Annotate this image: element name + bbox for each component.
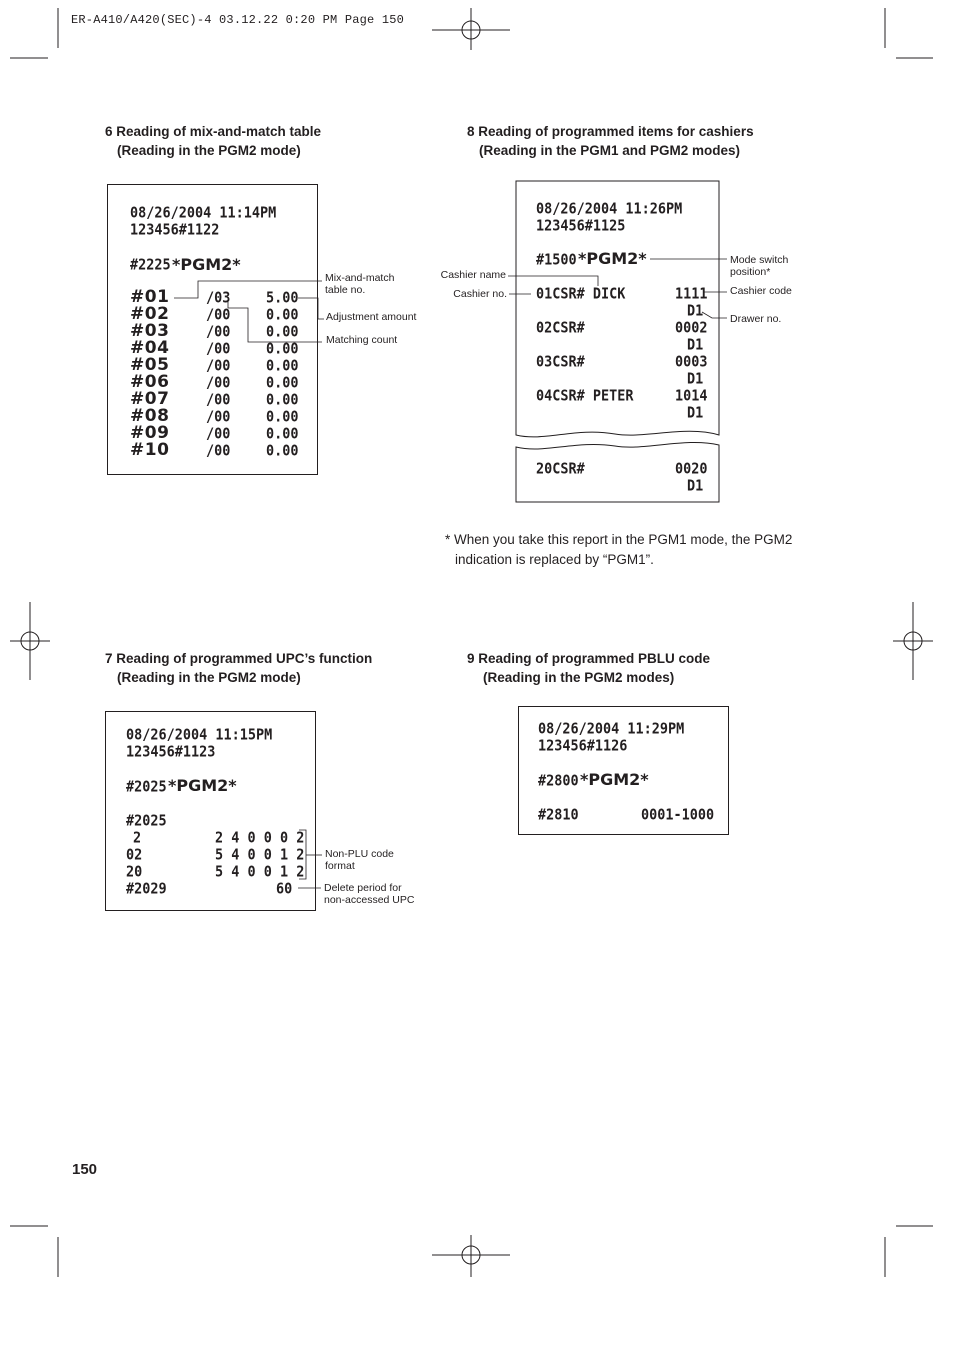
drawer-no: D1 — [687, 404, 704, 422]
footnote-line1: * When you take this report in the PGM1 mode, the PGM2 — [445, 532, 793, 547]
section-7-title-line2: (Reading in the PGM2 mode) — [117, 670, 301, 685]
section-8-title-line1: 8 Reading of programmed items for cashiers — [467, 124, 754, 139]
receipt-job-code: #2225 — [130, 256, 171, 274]
annotation-non-plu — [325, 848, 394, 872]
section-8-title-line2: (Reading in the PGM1 and PGM2 modes) — [479, 143, 741, 158]
annotation-delete-period — [324, 882, 414, 906]
cashier-code: 1014 — [675, 387, 708, 405]
upc-last-right: 60 — [276, 880, 293, 898]
table-no: #08 — [130, 406, 170, 426]
receipt-sub-code: #2025 — [126, 812, 167, 830]
receipt-date-line: 08/26/2004 11:29PM — [538, 720, 685, 738]
pblu-row-right: 0001-1000 — [641, 806, 715, 824]
receipt-id-line: 123456#1123 — [126, 743, 216, 761]
table-no: #05 — [130, 355, 170, 375]
upc-last-left: #2029 — [126, 880, 167, 898]
receipt-date-line: 08/26/2004 11:26PM — [536, 200, 683, 218]
adjustment-amount: 0.00 — [266, 340, 299, 358]
annotation-matching-count: Matching count — [326, 334, 398, 346]
matching-count: /00 — [206, 391, 231, 409]
receipt-id-line: 123456#1122 — [130, 221, 220, 239]
pblu-row-left: #2810 — [538, 806, 579, 824]
table-no: #09 — [130, 423, 170, 443]
cashier-code: 0002 — [675, 319, 708, 337]
adjustment-amount: 0.00 — [266, 391, 299, 409]
section-6-title-line2: (Reading in the PGM2 mode) — [117, 143, 301, 158]
matching-count: /00 — [206, 425, 231, 443]
drawer-no: D1 — [687, 370, 704, 388]
table-no: #01 — [130, 287, 170, 307]
annotation-mode-switch-line2: position* — [730, 266, 771, 278]
cashier-label: 20CSR# — [536, 460, 585, 478]
matching-count: /03 — [206, 289, 231, 307]
footnote-line2: indication is replaced by “PGM1”. — [455, 551, 654, 567]
annotation-table-no-line1: Mix-and-match — [325, 272, 395, 284]
upc-row-right: 2 4 0 0 0 2 — [215, 829, 305, 847]
receipt-job-code: #2800 — [538, 772, 579, 790]
matching-count: /00 — [206, 323, 231, 341]
matching-count: /00 — [206, 306, 231, 324]
upc-row-right: 5 4 0 0 1 2 — [215, 863, 305, 881]
receipt-id-line: 123456#1125 — [536, 217, 626, 235]
annotation-delete-period-line2: non-accessed UPC — [324, 894, 415, 906]
table-no: #04 — [130, 338, 170, 358]
matching-count: /00 — [206, 408, 231, 426]
receipt-mode-indicator: *PGM2* — [580, 770, 649, 789]
cashier-code: 0003 — [675, 353, 708, 371]
drawer-no: D1 — [687, 302, 704, 320]
annotation-mode-switch-line1: Mode switch — [730, 254, 789, 266]
annotation-cashier-no: Cashier no. — [453, 288, 507, 300]
annotation-delete-period-line1: Delete period for — [324, 882, 402, 894]
adjustment-amount: 0.00 — [266, 323, 299, 341]
matching-count: /00 — [206, 442, 231, 460]
cashier-code: 0020 — [675, 460, 708, 478]
page-number: 150 — [72, 1161, 98, 1178]
upc-row-left: 20 — [126, 863, 143, 881]
receipt-mode-indicator: *PGM2* — [168, 776, 237, 795]
table-no: #10 — [130, 440, 170, 460]
adjustment-amount: 0.00 — [266, 374, 299, 392]
annotation-drawer-no: Drawer no. — [730, 313, 782, 325]
adjustment-amount: 0.00 — [266, 357, 299, 375]
receipt-job-code: #2025 — [126, 778, 167, 796]
cashier-label: 03CSR# — [536, 353, 585, 371]
adjustment-amount: 0.00 — [266, 442, 299, 460]
upc-row-left: 2 — [133, 829, 142, 847]
matching-count: /00 — [206, 374, 231, 392]
cashier-label: 04CSR# PETER — [536, 387, 634, 405]
table-no: #06 — [130, 372, 170, 392]
drawer-no: D1 — [687, 477, 704, 495]
receipt-date-line: 08/26/2004 11:14PM — [130, 204, 277, 222]
annotation-non-plu-line1: Non-PLU code — [325, 848, 394, 860]
receipt-pblu-code — [518, 706, 729, 835]
adjustment-amount: 5.00 — [266, 289, 299, 307]
receipt-date-line: 08/26/2004 11:15PM — [126, 726, 273, 744]
drawer-no: D1 — [687, 336, 704, 354]
table-no: #03 — [130, 321, 170, 341]
section-9-title — [467, 649, 710, 687]
cashier-code: 1111 — [675, 285, 708, 303]
section-7-title-line1: 7 Reading of programmed UPC’s function — [105, 651, 373, 666]
annotation-cashier-code: Cashier code — [730, 285, 792, 297]
cashier-label: 02CSR# — [536, 319, 585, 337]
adjustment-amount: 0.00 — [266, 306, 299, 324]
annotation-adjustment-amount: Adjustment amount — [326, 311, 417, 323]
section-6-title-line1: 6 Reading of mix-and-match table — [105, 124, 322, 139]
table-no: #07 — [130, 389, 170, 409]
matching-count: /00 — [206, 340, 231, 358]
upc-row-left: 02 — [126, 846, 143, 864]
receipt-job-code: #1500 — [536, 251, 577, 269]
upc-row-right: 5 4 0 0 1 2 — [215, 846, 305, 864]
matching-count: /00 — [206, 357, 231, 375]
adjustment-amount: 0.00 — [266, 425, 299, 443]
annotation-cashier-name: Cashier name — [440, 269, 506, 281]
section-9-title-line1: 9 Reading of programmed PBLU code — [467, 651, 711, 666]
annotation-table-no-line2: table no. — [325, 284, 366, 296]
cashier-label: 01CSR# DICK — [536, 285, 626, 303]
receipt-mode-indicator: *PGM2* — [172, 255, 241, 274]
section-9-title-line2: (Reading in the PGM2 modes) — [483, 670, 675, 685]
annotation-non-plu-line2: format — [325, 860, 355, 872]
print-header: ER-A410/A420(SEC)-4 03.12.22 0:20 PM Page 150 — [71, 13, 405, 27]
adjustment-amount: 0.00 — [266, 408, 299, 426]
receipt-id-line: 123456#1126 — [538, 737, 628, 755]
receipt-mode-indicator: *PGM2* — [578, 249, 647, 268]
table-no: #02 — [130, 304, 170, 324]
